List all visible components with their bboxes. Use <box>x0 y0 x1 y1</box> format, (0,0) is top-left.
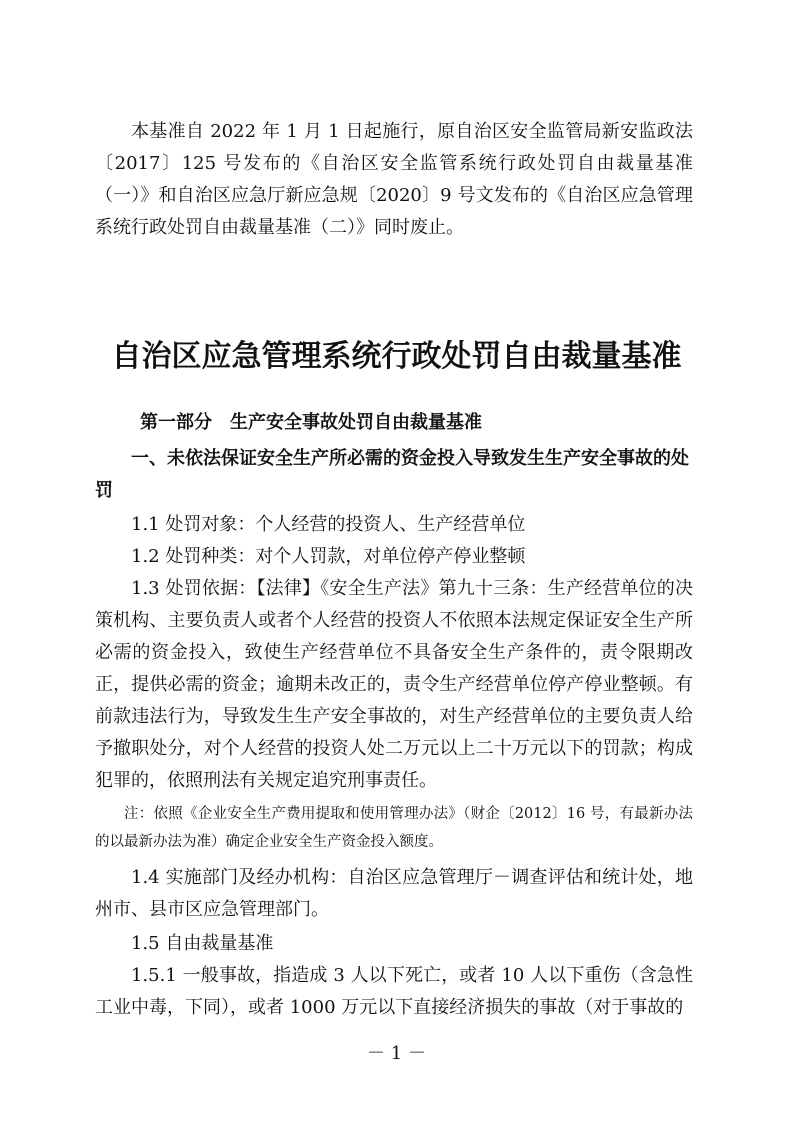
part-heading: 第一部分 生产安全事故处罚自由裁量基准 <box>140 412 482 433</box>
page-number: － 1 － <box>367 1043 426 1064</box>
item-1-3: 1.3 处罚依据：【法律】《安全生产法》第九十三条：生产经营单位的决策机构、主要负责人或者个人经营的投资人不依照本法规定保证安全生产所必需的资金投入，致使生产经营单位不具备安全生产条件的，责令限期改正，提供必需的资金；逾期未改正的，责令生产经营单位停产停业整顿。有前款违法行为，导致发生生产安全事故的，对生产经营单位的主要负责人给予撤职处分，对个人经营的投资人处二万元以上二十万元以下的罚款；构成犯罪的，依照刑法有关规定追究刑事责任。 <box>95 578 693 791</box>
item-1-5-1: 1.5.1 一般事故，指造成 3 人以下死亡，或者 10 人以下重伤（含急性工业中毒，下同），或者 1000 万元以下直接经济损失的事故（对于事故的 <box>95 965 693 1018</box>
note-text: 注：依照《企业安全生产费用提取和使用管理办法》（财企〔2012〕16 号，有最新办法的以最新办法为准）确定企业安全生产资金投入额度。 <box>95 806 693 850</box>
item-1-1: 1.1 处罚对象：个人经营的投资人、生产经营单位 <box>131 514 526 535</box>
intro-paragraph: 本基准自 2022 年 1 月 1 日起施行，原自治区安全监管局新安监政法〔2017〕125 号发布的《自治区安全监管系统行政处罚自由裁量基准（一）》和自治区应急厅新应急规〔2020〕9 号文发布的《自治区应急管理系统行政处罚自由裁量基准（二）》同时废止。 <box>95 121 693 238</box>
item-1-5: 1.5 自由裁量基准 <box>131 933 274 954</box>
item-1-2: 1.2 处罚种类：对个人罚款，对单位停产停业整顿 <box>131 546 526 567</box>
main-title: 自治区应急管理系统行政处罚自由裁量基准 <box>111 339 682 374</box>
item-1-4: 1.4 实施部门及经办机构：自治区应急管理厅－调查评估和统计处，地州市、县市区应急管理部门。 <box>95 867 693 920</box>
section-heading: 一、未依法保证安全生产所必需的资金投入导致发生生产安全事故的处罚 <box>95 448 689 501</box>
